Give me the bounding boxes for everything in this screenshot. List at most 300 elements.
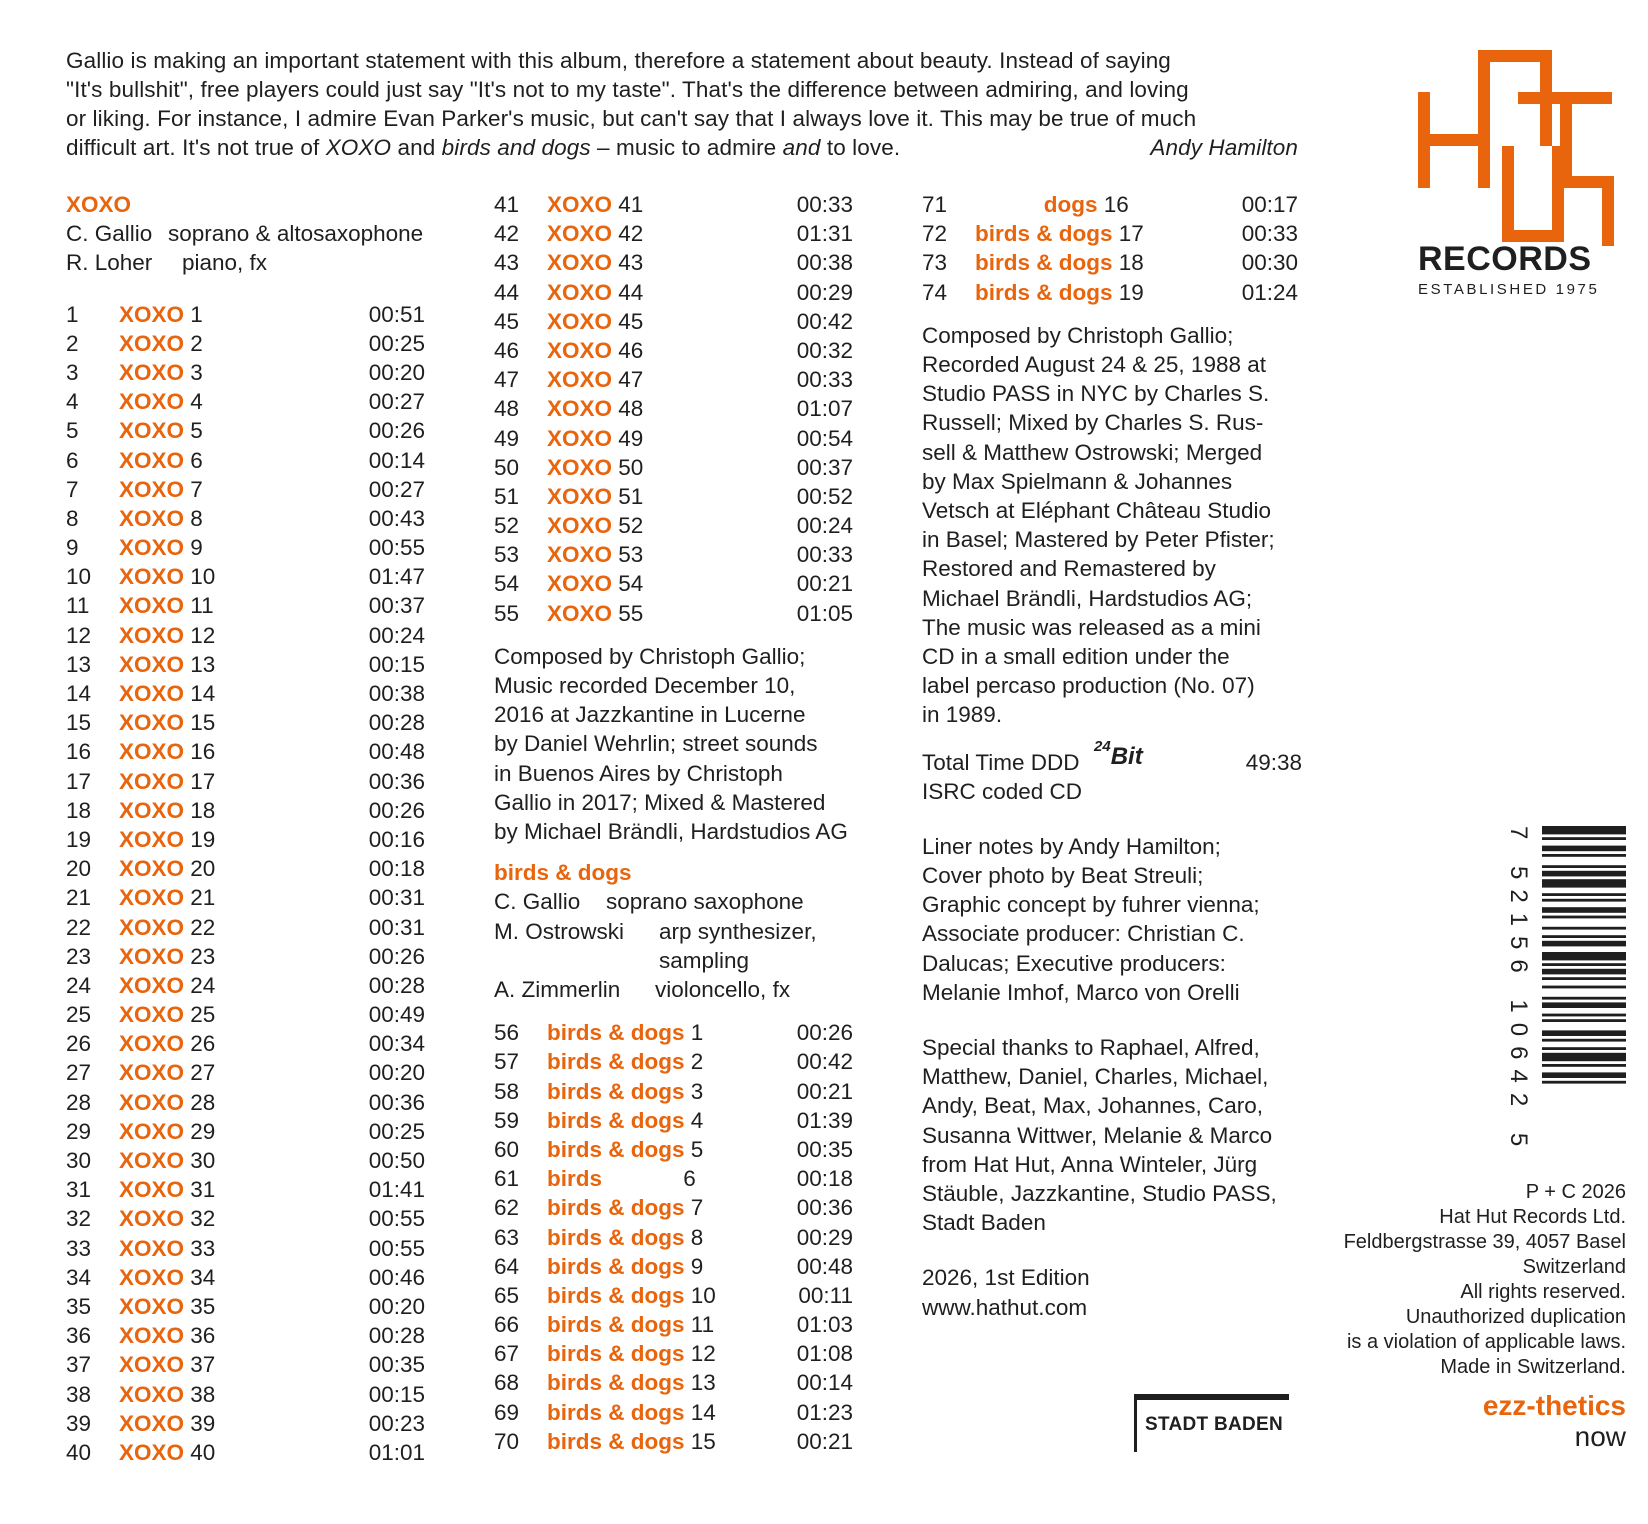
track-title-name: XOXO <box>119 1410 185 1436</box>
track-title-index: 13 <box>684 1370 716 1396</box>
track-row <box>66 1321 425 1350</box>
track-title-name: XOXO <box>119 1002 185 1028</box>
column-xoxo <box>66 190 446 1467</box>
track-row <box>66 679 425 708</box>
column-middle <box>494 190 874 1456</box>
track-number: 71 <box>922 192 948 217</box>
track-title-name: birds & dogs <box>547 1282 685 1308</box>
barcode-bar <box>1542 1081 1626 1084</box>
track-title-index: 31 <box>184 1177 216 1203</box>
track-duration: 01:24 <box>1241 279 1298 305</box>
track-duration: 00:21 <box>796 1078 853 1104</box>
track-title-index: 15 <box>184 710 216 736</box>
track-number: 53 <box>494 542 520 568</box>
track-row <box>66 300 425 329</box>
performer-instrument: sampling <box>659 947 750 973</box>
track-duration: 00:42 <box>796 308 853 334</box>
track-number: 41 <box>494 192 520 217</box>
barcode-bar <box>1542 997 1626 1000</box>
track-title <box>119 1146 215 1175</box>
quote-line: "It's bullshit", free players could just say "It's not to my taste". That's the difference between admiring, and loving <box>66 77 1189 102</box>
rights-line: Feldbergstrasse 39, 4057 Basel <box>1343 1231 1626 1253</box>
track-row <box>66 329 425 358</box>
track-number: 58 <box>494 1078 520 1104</box>
barcode-bar <box>1542 893 1626 896</box>
track-title-index: 34 <box>184 1264 216 1290</box>
track-row <box>494 1223 853 1252</box>
track-duration: 00:14 <box>368 447 425 473</box>
track-title-index: 4 <box>684 1107 704 1133</box>
track-number: 51 <box>494 483 520 509</box>
track-title <box>119 708 215 737</box>
track-title <box>547 1077 703 1106</box>
track-title-name: XOXO <box>547 542 613 568</box>
track-title <box>119 854 215 883</box>
track-number: 60 <box>494 1136 520 1162</box>
track-title <box>119 1234 215 1263</box>
track-number: 7 <box>66 476 79 502</box>
track-title-index: 22 <box>184 914 216 940</box>
credit-line: Dalucas; Executive producers: <box>922 950 1226 976</box>
track-title-index: 8 <box>184 505 203 531</box>
barcode <box>1506 826 1626 1166</box>
track-duration: 00:21 <box>796 571 853 597</box>
track-number: 21 <box>66 885 92 911</box>
track-title <box>119 533 203 562</box>
track-number: 27 <box>66 1060 92 1086</box>
track-number: 22 <box>66 914 92 940</box>
track-duration: 00:20 <box>368 359 425 385</box>
credit-line: by Daniel Wehrlin; street sounds <box>494 731 818 757</box>
track-row <box>494 1164 853 1193</box>
track-title <box>119 1175 215 1204</box>
track-title-name: XOXO <box>119 535 185 561</box>
track-title-index: 37 <box>184 1352 216 1378</box>
credit-line: Melanie Imhof, Marco von Orelli <box>922 979 1240 1005</box>
credit-line: Composed by Christoph Gallio; <box>922 322 1234 348</box>
track-number: 64 <box>494 1253 520 1279</box>
track-title-name: XOXO <box>119 1060 185 1086</box>
track-title <box>119 796 215 825</box>
track-duration: 00:46 <box>368 1264 425 1290</box>
track-title-name: XOXO <box>119 1177 185 1203</box>
track-duration: 00:34 <box>368 1031 425 1057</box>
track-title-index: 8 <box>684 1224 704 1250</box>
track-number: 52 <box>494 513 520 539</box>
track-title <box>119 971 215 1000</box>
track-number: 69 <box>494 1399 520 1425</box>
track-title-name: XOXO <box>119 826 185 852</box>
hat-hut-logo <box>1418 50 1626 298</box>
track-duration: 00:55 <box>368 1235 425 1261</box>
track-title-name: XOXO <box>119 972 185 998</box>
track-row <box>494 1368 853 1397</box>
track-title-name: XOXO <box>119 330 185 356</box>
xoxo-title: XOXO <box>66 192 132 217</box>
track-title-index: 10 <box>184 564 216 590</box>
liner-quote <box>66 46 1298 162</box>
barcode-bar <box>1542 1047 1626 1050</box>
track-title <box>547 1427 716 1456</box>
track-row <box>494 278 853 307</box>
performer-instrument: arp synthesizer, <box>659 918 817 944</box>
track-title <box>119 942 215 971</box>
track-title-index: 27 <box>184 1060 216 1086</box>
thanks-line: Stäuble, Jazzkantine, Studio PASS, <box>922 1181 1277 1207</box>
track-title <box>547 1164 696 1193</box>
barcode-bar <box>1542 1053 1626 1061</box>
track-row <box>66 1029 425 1058</box>
barcode-icon <box>1542 826 1626 1166</box>
track-title-index: 32 <box>184 1206 216 1232</box>
track-number: 24 <box>66 972 92 998</box>
track-row <box>66 475 425 504</box>
quote-line: or liking. For instance, I admire Evan Parker's music, but can't say that I always love it. This may be true of much <box>66 106 1197 131</box>
performer-row <box>494 946 874 975</box>
track-row <box>66 504 425 533</box>
track-number: 66 <box>494 1312 520 1338</box>
track-duration: 00:11 <box>798 1282 853 1308</box>
track-title-index: 4 <box>184 389 203 415</box>
barcode-digits: 7 52156 10642 5 <box>1505 826 1532 1157</box>
track-row <box>66 1175 425 1204</box>
track-duration: 00:36 <box>368 768 425 794</box>
track-row <box>494 511 853 540</box>
track-title <box>119 621 215 650</box>
track-title-name: XOXO <box>119 1031 185 1057</box>
quote-text: – music to admire <box>590 135 783 160</box>
barcode-bar <box>1542 1039 1626 1042</box>
track-number: 8 <box>66 505 79 531</box>
track-number: 30 <box>66 1148 92 1174</box>
track-title-index: 13 <box>184 651 216 677</box>
credit-line: by Max Spielmann & Johannes <box>922 468 1233 494</box>
track-title <box>547 278 643 307</box>
track-number: 18 <box>66 797 92 823</box>
track-row <box>494 365 853 394</box>
performer-name: M. Ostrowski <box>494 918 625 944</box>
credit-line: Recorded August 24 & 25, 1988 at <box>922 351 1267 377</box>
track-duration: 00:55 <box>368 1206 425 1232</box>
quote-text: and <box>391 135 442 160</box>
track-number: 45 <box>494 308 520 334</box>
track-number: 37 <box>66 1352 92 1378</box>
track-row <box>66 825 425 854</box>
track-duration: 01:47 <box>368 564 425 590</box>
track-number: 35 <box>66 1293 92 1319</box>
track-title-name: dogs <box>975 192 1098 217</box>
track-title-index: 19 <box>184 826 216 852</box>
edition-line: 2026, 1st Edition <box>922 1265 1090 1291</box>
thanks-line: Special thanks to Raphael, Alfred, <box>922 1035 1260 1061</box>
credit-line: label percaso production (No. 07) <box>922 673 1255 699</box>
rights-line: P + C 2026 <box>1525 1181 1626 1203</box>
track-number: 57 <box>494 1049 520 1075</box>
track-duration: 01:08 <box>796 1341 853 1367</box>
track-title <box>547 1106 703 1135</box>
track-row <box>494 1047 853 1076</box>
track-title-name: XOXO <box>119 564 185 590</box>
track-duration: 00:29 <box>796 1224 853 1250</box>
track-row <box>66 796 425 825</box>
track-row <box>494 1135 853 1164</box>
track-row <box>494 540 853 569</box>
track-title-index: 55 <box>612 600 644 626</box>
track-title <box>119 1380 215 1409</box>
track-row <box>66 1088 425 1117</box>
track-duration: 01:07 <box>796 396 853 422</box>
barcode-bar <box>1542 986 1626 989</box>
track-row <box>66 1263 425 1292</box>
credit-line: Gallio in 2017; Mixed & Mastered <box>494 789 826 815</box>
track-title-name: XOXO <box>119 418 185 444</box>
track-title-name: XOXO <box>119 1293 185 1319</box>
track-title-name: XOXO <box>119 1206 185 1232</box>
performer-name: R. Loher <box>66 250 153 276</box>
track-title-index: 26 <box>184 1031 216 1057</box>
rights-line: Unauthorized duplication <box>1405 1306 1626 1328</box>
track-title <box>547 307 643 336</box>
track-duration: 00:26 <box>796 1020 853 1046</box>
track-title-name: birds & dogs <box>547 1370 685 1396</box>
track-duration: 00:14 <box>796 1370 853 1396</box>
track-title <box>547 424 643 453</box>
track-title <box>119 1029 215 1058</box>
track-row <box>66 533 425 562</box>
track-row <box>494 482 853 511</box>
track-duration: 00:42 <box>796 1049 853 1075</box>
track-title-name: birds & dogs <box>547 1312 685 1338</box>
track-title <box>119 1058 215 1087</box>
quote-line <box>66 133 1298 162</box>
track-title <box>547 1310 714 1339</box>
track-title-name: XOXO <box>547 571 613 597</box>
quote-text: difficult art. It's not true of <box>66 135 326 160</box>
total-time <box>922 737 1302 777</box>
track-title-index: 14 <box>684 1399 716 1425</box>
credit-line: Graphic concept by fuhrer vienna; <box>922 892 1260 918</box>
track-number: 6 <box>66 447 79 473</box>
track-title-index: 36 <box>184 1323 216 1349</box>
track-title-index: 1 <box>684 1020 704 1046</box>
track-title-name: XOXO <box>119 1148 185 1174</box>
track-title <box>547 1193 703 1222</box>
rights-line: Switzerland <box>1522 1256 1626 1278</box>
track-title <box>547 248 643 277</box>
track-title-index: 6 <box>602 1166 696 1192</box>
track-row <box>494 1252 853 1281</box>
track-duration: 00:48 <box>796 1253 853 1279</box>
thanks-line: Stadt Baden <box>922 1210 1046 1236</box>
track-row <box>922 190 1298 219</box>
track-duration: 01:23 <box>796 1399 853 1425</box>
track-duration: 00:49 <box>368 1002 425 1028</box>
track-number: 56 <box>494 1020 520 1046</box>
track-title <box>119 1263 215 1292</box>
track-title-index: 11 <box>684 1312 715 1338</box>
rights-line: is a violation of applicable laws. <box>1346 1331 1626 1353</box>
track-list <box>494 1018 874 1456</box>
track-title-name: birds & dogs <box>547 1049 685 1075</box>
track-title <box>119 1321 215 1350</box>
track-duration: 00:20 <box>368 1060 425 1086</box>
track-row <box>66 1146 425 1175</box>
track-number: 63 <box>494 1224 520 1250</box>
track-title <box>119 387 203 416</box>
performer-name: C. Gallio <box>494 889 581 915</box>
credit-line: Liner notes by Andy Hamilton; <box>922 833 1221 859</box>
performer-row <box>494 887 874 916</box>
track-duration: 00:30 <box>1241 250 1298 276</box>
track-title-index: 6 <box>184 447 203 473</box>
track-title-index: 44 <box>612 279 644 305</box>
track-title-name: birds & dogs <box>547 1078 685 1104</box>
track-row <box>494 1310 853 1339</box>
track-title-index: 9 <box>684 1253 704 1279</box>
track-title <box>119 591 214 620</box>
track-title-index: 5 <box>684 1136 704 1162</box>
track-number: 43 <box>494 250 520 276</box>
quote-line: Gallio is making an important statement with this album, therefore a statement about beauty. Instead of saying <box>66 48 1171 73</box>
track-title-index: 19 <box>1112 279 1144 305</box>
track-duration: 00:35 <box>368 1352 425 1378</box>
rights-notice <box>1344 1180 1626 1380</box>
track-number: 39 <box>66 1410 92 1436</box>
track-title <box>975 248 1144 277</box>
track-title <box>547 482 643 511</box>
performer-row <box>494 975 874 1004</box>
track-row <box>494 1281 853 1310</box>
track-title-index: 16 <box>1097 192 1129 217</box>
credit-line: Composed by Christoph Gallio; <box>494 643 806 669</box>
track-title <box>119 446 203 475</box>
track-row <box>494 248 853 277</box>
track-number: 10 <box>66 564 92 590</box>
track-number: 29 <box>66 1118 92 1144</box>
track-title-index: 29 <box>184 1118 216 1144</box>
track-number: 44 <box>494 279 520 305</box>
track-duration: 00:25 <box>368 1118 425 1144</box>
track-number: 32 <box>66 1206 92 1232</box>
track-duration: 00:24 <box>368 622 425 648</box>
track-number: 73 <box>922 250 948 276</box>
track-number: 34 <box>66 1264 92 1290</box>
track-title-name: XOXO <box>119 447 185 473</box>
track-duration: 00:29 <box>796 279 853 305</box>
track-title-name: XOXO <box>119 1118 185 1144</box>
track-title <box>547 1047 703 1076</box>
thanks-line: Andy, Beat, Max, Johannes, Caro, <box>922 1093 1264 1119</box>
performer-name: A. Zimmerlin <box>494 977 621 1002</box>
edition-info <box>922 1263 1302 1321</box>
track-row <box>494 453 853 482</box>
track-title-index: 3 <box>684 1078 704 1104</box>
track-title-index: 3 <box>184 359 203 385</box>
track-duration: 00:15 <box>368 1381 425 1407</box>
special-thanks <box>922 1033 1302 1237</box>
track-duration: 00:28 <box>368 972 425 998</box>
series-brand: ezz-thetics <box>1482 1390 1626 1421</box>
track-row <box>494 1077 853 1106</box>
track-title-name: XOXO <box>547 425 613 451</box>
logo-established: ESTABLISHED 1975 <box>1418 281 1600 298</box>
track-row <box>66 883 425 912</box>
track-duration: 00:32 <box>796 337 853 363</box>
track-number: 49 <box>494 425 520 451</box>
track-row <box>66 562 425 591</box>
track-title <box>119 883 215 912</box>
track-title <box>547 453 643 482</box>
track-row <box>66 1000 425 1029</box>
track-title-name: XOXO <box>119 505 185 531</box>
track-title-name: XOXO <box>119 1381 185 1407</box>
track-title <box>547 190 643 219</box>
track-title-name: XOXO <box>547 279 613 305</box>
track-duration: 00:50 <box>368 1148 425 1174</box>
track-title <box>119 1438 215 1467</box>
track-row <box>66 1204 425 1233</box>
track-title <box>547 365 643 394</box>
track-title-name: XOXO <box>547 483 613 509</box>
barcode-bar <box>1542 1030 1626 1036</box>
track-title <box>975 219 1144 248</box>
track-title <box>547 394 643 423</box>
track-number: 28 <box>66 1089 92 1115</box>
track-row <box>66 621 425 650</box>
track-title-name: XOXO <box>119 1264 185 1290</box>
track-title-index: 45 <box>612 308 644 334</box>
track-number: 62 <box>494 1195 520 1221</box>
track-number: 12 <box>66 622 92 648</box>
track-row <box>922 248 1298 277</box>
track-title <box>975 278 1144 307</box>
track-row <box>66 416 425 445</box>
track-title <box>119 358 203 387</box>
liner-credits <box>922 832 1302 1007</box>
track-title-index: 38 <box>184 1381 216 1407</box>
xoxo-credits <box>494 642 874 846</box>
track-title-index: 51 <box>612 483 644 509</box>
track-row <box>66 1058 425 1087</box>
track-duration: 00:51 <box>368 301 425 327</box>
performer-row <box>66 248 446 277</box>
track-row <box>66 1380 425 1409</box>
track-duration: 00:52 <box>796 483 853 509</box>
credit-line: Associate producer: Christian C. <box>922 921 1245 947</box>
track-number: 14 <box>66 681 92 707</box>
track-title-name: birds & dogs <box>547 1020 685 1046</box>
track-title-name: XOXO <box>119 622 185 648</box>
track-number: 67 <box>494 1341 520 1367</box>
track-title-name: XOXO <box>119 389 185 415</box>
24bit-logo <box>1094 736 1143 771</box>
track-number: 61 <box>494 1166 520 1192</box>
performer-instrument: soprano saxophone <box>606 889 804 915</box>
column-right <box>922 190 1302 1322</box>
track-row <box>494 394 853 423</box>
track-title-name: XOXO <box>119 739 185 765</box>
credit-line: Russell; Mixed by Charles S. Rus- <box>922 410 1264 436</box>
track-row <box>494 424 853 453</box>
track-duration: 00:35 <box>796 1136 853 1162</box>
performer-name: C. Gallio <box>66 221 153 247</box>
track-title-index: 12 <box>184 622 216 648</box>
track-title-index: 18 <box>1112 250 1144 276</box>
track-title-name: birds & dogs <box>547 1253 685 1279</box>
track-title-index: 25 <box>184 1002 216 1028</box>
track-list <box>922 190 1302 307</box>
track-title <box>547 1281 716 1310</box>
